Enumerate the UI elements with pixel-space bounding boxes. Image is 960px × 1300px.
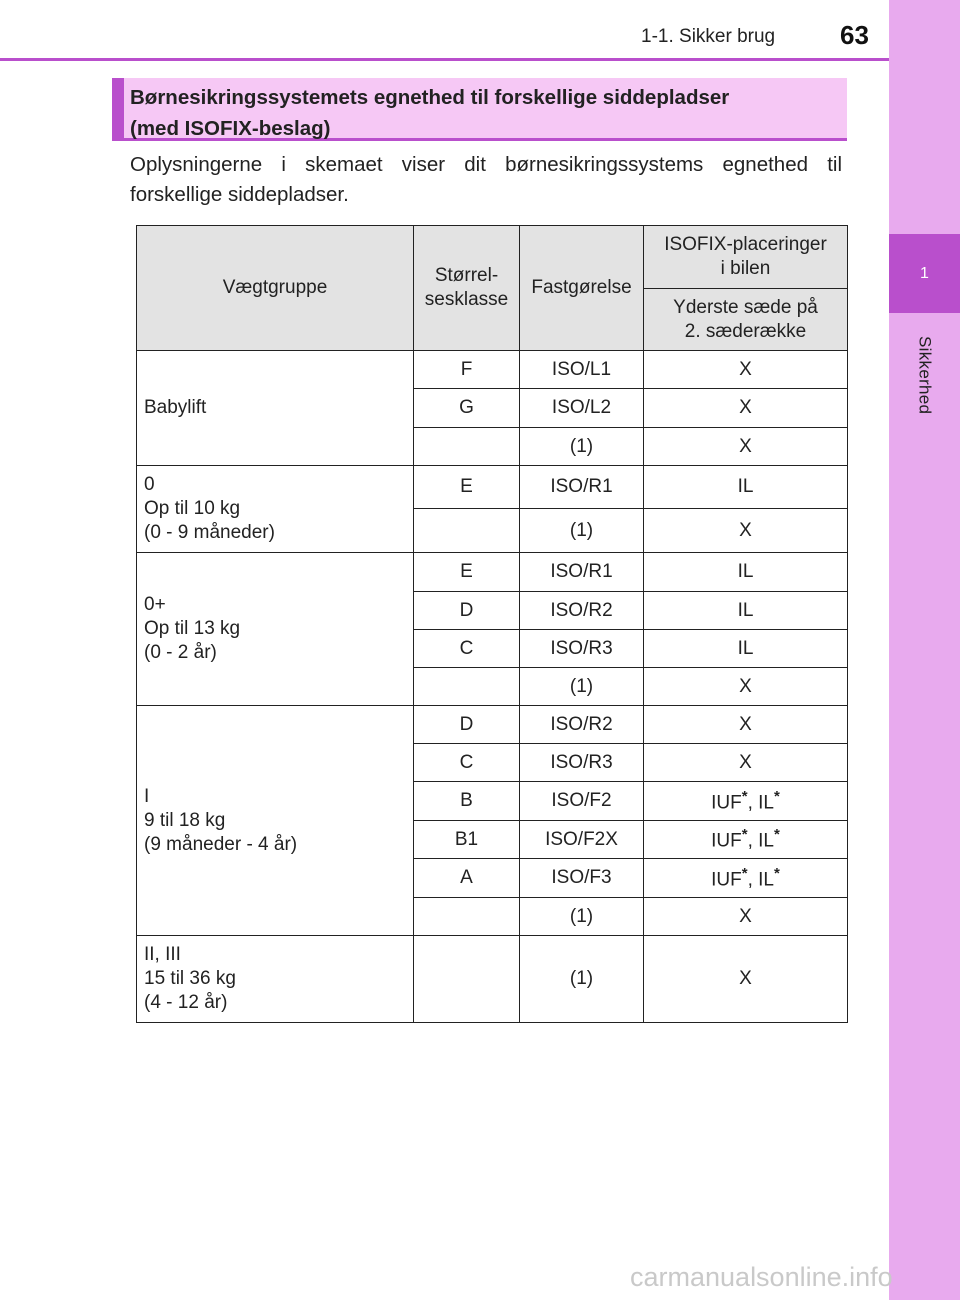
page-number: 63 [840, 20, 869, 50]
weight-group-line: 0+ [144, 594, 166, 615]
fixture-cell: ISO/L2 [520, 389, 644, 428]
footnote-asterisk: * [741, 787, 748, 805]
weight-group-cell [137, 553, 414, 706]
header-outer-seat [644, 289, 848, 351]
size-class-cell [414, 936, 520, 1023]
size-class-cell: C [414, 630, 520, 668]
weight-group-line: Babylift [144, 397, 207, 418]
chapter-label: Sikkerhed [915, 335, 935, 415]
suitability-cell: IUF*, IL* [644, 859, 848, 898]
sidebar-band [889, 0, 960, 1300]
fixture-cell: (1) [520, 668, 644, 706]
table-row [137, 706, 848, 744]
header-size-class-line2: sesklasse [424, 289, 509, 310]
fixture-cell: ISO/R1 [520, 466, 644, 509]
suitability-cell: IL [644, 553, 848, 592]
weight-group-line: 9 til 18 kg [144, 809, 226, 831]
header-rule [0, 58, 889, 61]
weight-group-cell [137, 936, 414, 1023]
section-title: 1-1. Sikker brug [641, 26, 776, 47]
suitability-cell: X [644, 509, 848, 553]
header-weight-group: Vægtgruppe [137, 226, 414, 351]
heading-line-2: (med ISOFIX-beslag) [130, 117, 331, 140]
header-isofix [644, 226, 848, 289]
weight-group-line: (0 - 2 år) [144, 642, 217, 663]
weight-group-line: (9 måneder - 4 år) [144, 833, 298, 855]
footnote-asterisk: * [741, 864, 748, 882]
weight-group-line: I [144, 785, 150, 807]
header-size-class [414, 226, 520, 351]
suitability-cell: X [644, 428, 848, 466]
header-isofix-line1: ISOFIX-placeringer [664, 234, 827, 255]
suitability-cell: X [644, 351, 848, 389]
size-class-cell: B [414, 782, 520, 821]
suitability-cell: X [644, 389, 848, 428]
suitability-cell: X [644, 936, 848, 1023]
suitability-cell: IL [644, 592, 848, 630]
fixture-cell: (1) [520, 509, 644, 553]
fixture-cell: ISO/F2 [520, 782, 644, 821]
fixture-cell: (1) [520, 936, 644, 1023]
weight-group-line: II, III [144, 944, 181, 965]
suitability-cell: IUF*, IL* [644, 782, 848, 821]
fixture-cell: ISO/R1 [520, 553, 644, 592]
suitability-cell: X [644, 668, 848, 706]
suitability-cell: X [644, 744, 848, 782]
size-class-cell: F [414, 351, 520, 389]
table-row [137, 936, 848, 1023]
size-class-cell: A [414, 859, 520, 898]
weight-group-cell [137, 466, 414, 553]
weight-group-line: Op til 13 kg [144, 618, 241, 639]
size-class-cell [414, 898, 520, 936]
footnote-asterisk: * [774, 864, 780, 882]
heading-line-1: Børnesikringssystemets egnethed til forskellige siddepladser [130, 86, 730, 109]
fixture-cell: ISO/F3 [520, 859, 644, 898]
header-outer-line1: Yderste sæde på [673, 296, 818, 318]
chapter-number: 1 [920, 264, 929, 282]
weight-group-line: (4 - 12 år) [144, 992, 228, 1013]
section-heading [112, 78, 847, 141]
suitability-cell: IL [644, 630, 848, 668]
watermark: carmanualsonline.info [630, 1262, 893, 1292]
weight-group-line: Op til 10 kg [144, 498, 241, 519]
size-class-cell [414, 428, 520, 466]
header-size-class-line1: Størrel- [434, 265, 499, 286]
chapter-tab[interactable] [889, 234, 960, 313]
footnote-asterisk: * [774, 787, 780, 805]
size-class-cell [414, 668, 520, 706]
size-class-cell: C [414, 744, 520, 782]
size-class-cell: E [414, 466, 520, 509]
fixture-cell: ISO/F2X [520, 821, 644, 859]
header-outer-line2: 2. sæderække [684, 320, 807, 342]
size-class-cell: D [414, 592, 520, 630]
weight-group-line: 0 [144, 474, 155, 495]
size-class-cell [414, 509, 520, 553]
table-row [137, 466, 848, 509]
suitability-table [136, 225, 848, 1023]
header-fixture: Fastgørelse [520, 226, 644, 351]
fixture-cell: ISO/R2 [520, 706, 644, 744]
table-row [137, 351, 848, 389]
fixture-cell: ISO/R2 [520, 592, 644, 630]
suitability-cell: X [644, 898, 848, 936]
size-class-cell: G [414, 389, 520, 428]
fixture-cell: ISO/R3 [520, 630, 644, 668]
fixture-cell: (1) [520, 428, 644, 466]
suitability-cell: IUF*, IL* [644, 821, 848, 859]
weight-group-line: 15 til 36 kg [144, 968, 236, 989]
footnote-asterisk: * [774, 826, 780, 844]
chapter-label-box [889, 320, 960, 430]
fixture-cell: ISO/L1 [520, 351, 644, 389]
weight-group-cell [137, 351, 414, 466]
table-row [137, 553, 848, 592]
fixture-cell: (1) [520, 898, 644, 936]
suitability-cell: X [644, 706, 848, 744]
size-class-cell: E [414, 553, 520, 592]
size-class-cell: D [414, 706, 520, 744]
size-class-cell: B1 [414, 821, 520, 859]
footnote-asterisk: * [741, 826, 748, 844]
suitability-cell: IL [644, 466, 848, 509]
fixture-cell: ISO/R3 [520, 744, 644, 782]
intro-paragraph: Oplysningerne i skemaet viser dit børnesikringssystems egnethed til forskellige siddepladser. [130, 153, 842, 206]
header-isofix-line2: i bilen [720, 258, 771, 279]
weight-group-line: (0 - 9 måneder) [144, 522, 275, 543]
weight-group-cell [137, 706, 414, 936]
